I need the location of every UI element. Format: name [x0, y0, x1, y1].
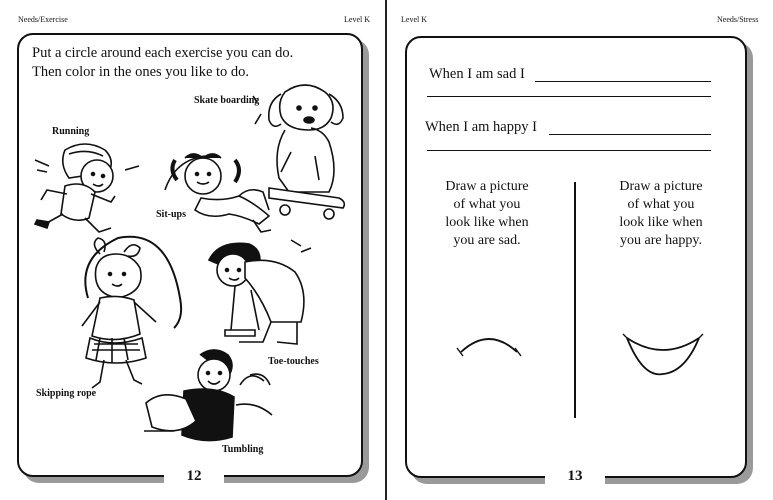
right-page: [387, 0, 773, 500]
label-running: Running: [52, 126, 90, 137]
happy-box-line-3: look like when: [619, 215, 703, 230]
center-divider: [574, 182, 576, 418]
sad-answer-line-2[interactable]: [427, 96, 711, 97]
right-worksheet-frame: [405, 36, 747, 478]
happy-answer-line[interactable]: [549, 134, 711, 135]
left-page: [0, 0, 386, 500]
happy-box-line-1: Draw a picture: [619, 179, 703, 194]
label-toe-touches: Toe-touches: [268, 356, 319, 367]
label-sit-ups: Sit-ups: [156, 209, 187, 220]
sad-box-line-4: you are sad.: [453, 233, 521, 248]
exercise-instructions: [32, 44, 293, 82]
happy-drawing-instructions: [601, 178, 721, 250]
toe-touches-boy-illustration: [205, 240, 315, 350]
smiling-mouth-drawing: [623, 330, 703, 380]
sad-drawing-instructions: [427, 178, 547, 250]
right-header-left: Level K: [401, 15, 427, 24]
right-header-right: Needs/Stress: [717, 15, 759, 24]
left-header-left: Needs/Exercise: [18, 15, 68, 24]
label-skipping-rope: Skipping rope: [36, 388, 97, 399]
instruction-line-2: Then color in the ones you like to do.: [32, 64, 250, 80]
happy-box-line-2: of what you: [627, 197, 695, 212]
sad-box-line-2: of what you: [453, 197, 521, 212]
left-header-right: Level K: [344, 15, 370, 24]
happy-prompt: When I am happy I: [425, 119, 537, 135]
happy-answer-line-2[interactable]: [427, 150, 711, 151]
label-tumbling: Tumbling: [222, 444, 264, 455]
dog-skateboard-illustration: [255, 82, 355, 227]
sad-box-line-3: look like when: [445, 215, 529, 230]
sad-box-line-1: Draw a picture: [445, 179, 529, 194]
sad-prompt: When I am sad I: [429, 66, 525, 82]
page-number-13: 13: [545, 463, 605, 489]
happy-box-line-4: you are happy.: [620, 233, 702, 248]
page-number-12: 12: [164, 463, 224, 489]
instruction-line-1: Put a circle around each exercise you can do.: [32, 45, 294, 61]
running-child-illustration: [35, 140, 145, 240]
tumbling-boy-illustration: [140, 345, 280, 445]
sad-mouth-drawing: [457, 330, 521, 360]
label-skate-boarding: Skate boarding: [194, 95, 260, 106]
sad-answer-line[interactable]: [535, 81, 711, 82]
